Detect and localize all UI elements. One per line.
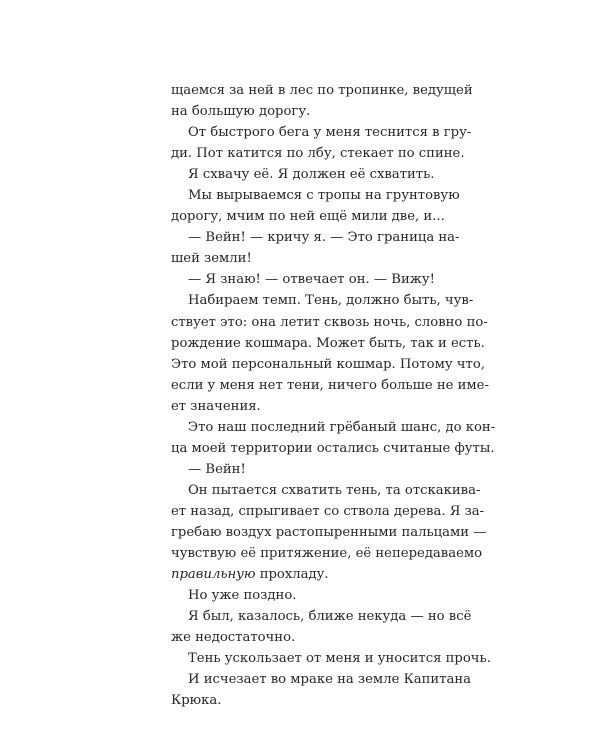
text-line: Мы вырываемся с тропы на грунтовую [188, 188, 460, 204]
text-line: От быстрого бега у меня теснится в гру- [188, 125, 472, 141]
text-line: Тень ускользает от меня и уносится прочь. [188, 651, 491, 667]
emphasized-word: правильную [171, 567, 256, 583]
text-line: чувствую её притяжение, её непередаваемо [171, 546, 483, 562]
text-line: Но уже поздно. [188, 588, 297, 604]
text-line-rest: прохладу. [255, 567, 329, 583]
text-line: — Я знаю! — отвечает он. — Вижу! [188, 272, 435, 288]
text-line: Набираем темп. Тень, должно быть, чув- [188, 293, 474, 309]
text-line: — Вейн! [188, 461, 246, 477]
text-line: Он пытается схватить тень, та отскакива- [188, 482, 481, 498]
text-line: Это наш последний грёбаный шанс, до кон- [188, 419, 496, 435]
text-line: дорогу, мчим по ней ещё мили две, и... [171, 209, 445, 225]
text-line: рождение кошмара. Может быть, так и есть. [171, 335, 485, 351]
text-line: ди. Пот катится по лбу, стекает по спине. [171, 146, 465, 162]
text-line: ет назад, спрыгивает со ствола дерева. Я за- [171, 503, 485, 519]
text-line: ет значения. [171, 398, 261, 414]
body-text [171, 80, 496, 711]
text-line: щаемся за ней в лес по тропинке, ведущей [171, 83, 473, 98]
text-line: на большую дорогу. [171, 104, 311, 120]
text-line [171, 564, 429, 585]
text-line: ствует это: она летит сквозь ночь, словно по- [171, 314, 488, 330]
text-line: Я схвачу её. Я должен её схватить. [188, 167, 435, 183]
text-line: ца моей территории остались считаные футы. [171, 440, 495, 456]
text-line: Крюка. [171, 693, 222, 709]
text-line: — Вейн! — кричу я. — Это граница на- [188, 230, 460, 246]
text-line: же недостаточно. [171, 630, 296, 646]
text-line: гребаю воздух растопыренными пальцами — [171, 524, 487, 540]
text-line: Это мой персональный кошмар. Потому что, [171, 356, 485, 372]
text-line: шей земли! [171, 251, 252, 267]
text-line: И исчезает во мраке на земле Капитана [188, 672, 472, 688]
text-line: Я был, казалось, ближе некуда — но всё [188, 609, 472, 625]
text-line: если у меня нет тени, ничего больше не име- [171, 377, 489, 393]
